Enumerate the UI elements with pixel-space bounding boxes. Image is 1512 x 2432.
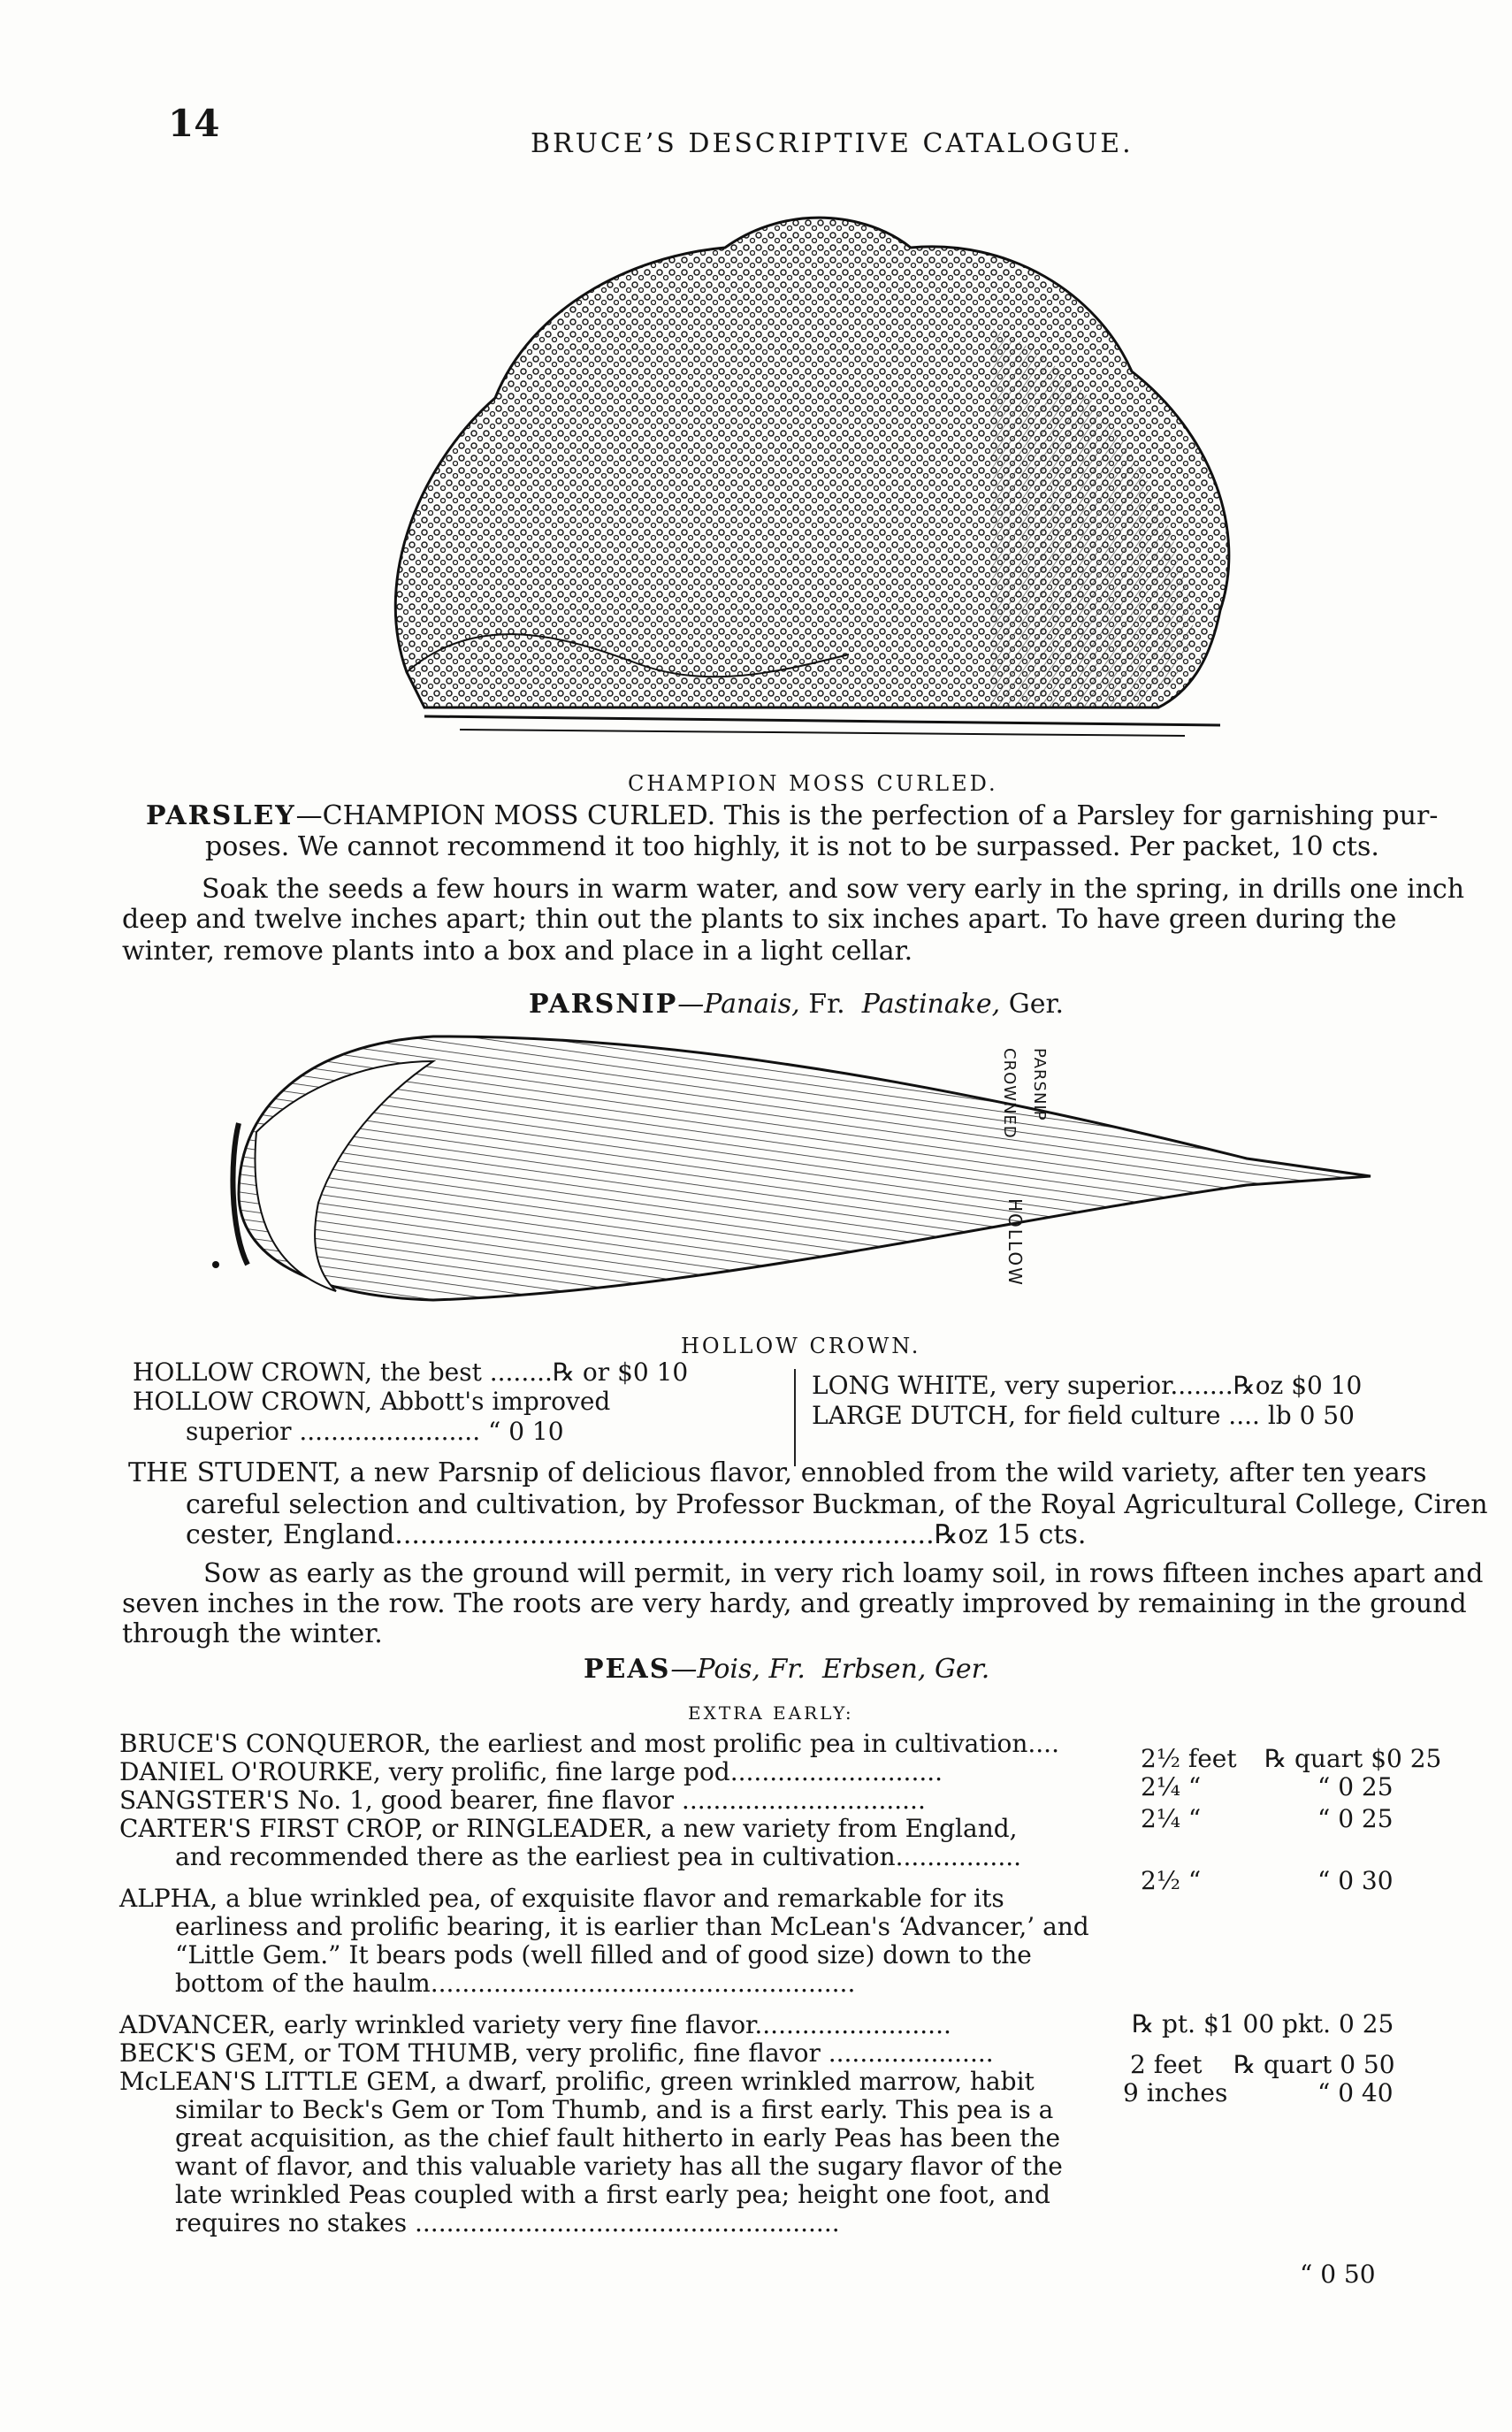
parsnip-right-item-2: LARGE DUTCH, for field culture .... lb 0 50 [812,1401,1355,1430]
peas-height: 2¼ “ [1141,1772,1202,1801]
parsnip-french: —Panais, [677,989,800,1020]
parsnip-label-hollow: HOLLOW [1004,1198,1026,1287]
peas-height: 2½ feet [1141,1744,1237,1773]
parsley-heading-line [146,800,1438,832]
peas-price: ℞ quart 0 50 [1233,2050,1395,2079]
peas-height: 2½ “ [1141,1866,1202,1895]
peas-line: ADVANCER, early wrinkled variety very fine flavor......................... [119,2010,951,2039]
peas-line: “Little Gem.” It bears pods (well filled and of good size) down to the [175,1940,1032,1969]
peas-line: McLEAN'S LITTLE GEM, a dwarf, prolific, green wrinkled marrow, habit [119,2067,1035,2096]
peas-price: ℞ quart $0 25 [1264,1744,1442,1773]
parsnip-left-item-2: HOLLOW CROWN, Abbott's improved [133,1387,611,1416]
peas-price: “ 0 25 [1317,1804,1394,1833]
parsley-para2-line-1: Soak the seeds a few hours in warm water, and sow very early in the spring, in drills one inch [202,874,1465,905]
parsley-para2-line-2: deep and twelve inches apart; thin out the plants to six inches apart. To have green during the [122,904,1397,935]
peas-height: 2¼ “ [1141,1804,1202,1833]
parsnip-left-item-3: superior ....................... “ 0 10 [186,1417,564,1446]
peas-height: 9 inches [1123,2078,1228,2107]
parsnip-german-label: Ger. [1008,989,1065,1020]
student-line-3: cester, England................................................................℞oz 15 cts. [186,1519,1087,1550]
parsnip-left-item-1: HOLLOW CROWN, the best ........℞ or $0 10 [133,1357,689,1387]
running-header: BRUCE’S DESCRIPTIVE CATALOGUE. [531,128,1134,159]
sow-line-2: seven inches in the row. The roots are very hardy, and greatly improved by remaining in the ground [122,1588,1467,1619]
peas-line: ALPHA, a blue wrinkled pea, of exquisite flavor and remarkable for its [119,1884,1004,1913]
peas-price: “ 0 25 [1317,1772,1394,1801]
parsley-heading: PARSLEY [146,800,296,831]
peas-line: requires no stakes ...................................................... [175,2208,840,2237]
peas-subheading: EXTRA EARLY: [688,1702,854,1724]
peas-line: great acquisition, as the chief fault hitherto in early Peas has been the [175,2123,1061,2153]
parsnip-caption: HOLLOW CROWN. [681,1334,921,1358]
peas-price: “ 0 50 [1300,2260,1376,2289]
parsley-caption: CHAMPION MOSS CURLED. [628,771,998,796]
parsley-line-2: poses. We cannot recommend it too highly, it is not to be surpassed. Per packet, 10 cts. [205,831,1379,862]
peas-line: late wrinkled Peas coupled with a first early pea; height one foot, and [175,2180,1050,2209]
peas-price: “ 0 30 [1317,1866,1394,1895]
peas-line: bottom of the haulm...................................................... [175,1969,856,1998]
peas-french: —Pois, Fr. [670,1654,806,1685]
peas-line: earliness and prolific bearing, it is earlier than McLean's ‘Advancer,’ and [175,1912,1089,1941]
column-divider [794,1369,796,1466]
student-line-1: THE STUDENT, a new Parsnip of delicious flavor, ennobled from the wild variety, after ten years [128,1457,1427,1488]
peas-heading: PEAS [584,1654,671,1685]
student-line-2: careful selection and cultivation, by Professor Buckman, of the Royal Agricultural College, Ciren [186,1489,1488,1520]
sow-line-1: Sow as early as the ground will permit, in very rich loamy soil, in rows fifteen inches apart and [203,1558,1484,1589]
parsnip-illustration [203,1026,1388,1327]
parsnip-german: Pastinake, [861,989,1001,1020]
parsley-illustration [371,195,1264,769]
peas-line: want of flavor, and this valuable variety has all the sugary flavor of the [175,2152,1063,2181]
sow-line-3: through the winter. [122,1618,383,1649]
parsnip-label-parsnip: PARSNIP [1030,1048,1049,1121]
peas-line: similar to Beck's Gem or Tom Thumb, and is a first early. This pea is a [175,2095,1054,2124]
parsnip-french-label: Fr. [808,989,845,1020]
parsnip-heading: PARSNIP [529,989,678,1020]
peas-line: DANIEL O'ROURKE, very prolific, fine large pod........................... [119,1757,943,1786]
peas-price: “ 0 40 [1317,2078,1394,2107]
peas-heading-line [584,1654,989,1686]
parsnip-heading-line [529,989,1064,1021]
peas-line: SANGSTER'S No. 1, good bearer, fine flavor ............................... [119,1786,926,1815]
peas-price: ℞ pt. $1 00 pkt. 0 25 [1132,2009,1394,2038]
parsnip-right-item-1: LONG WHITE, very superior........℞oz $0 10 [812,1371,1363,1400]
page-number: 14 [168,102,220,145]
peas-height: 2 feet [1130,2050,1203,2079]
peas-line: BRUCE'S CONQUEROR, the earliest and most prolific pea in cultivation.... [119,1729,1059,1758]
parsnip-label-crowned: CROWNED [1000,1048,1019,1139]
peas-german: Erbsen, Ger. [821,1654,990,1685]
parsley-line-1: —CHAMPION MOSS CURLED. This is the perfection of a Parsley for garnishing pur- [295,800,1439,831]
peas-line: BECK'S GEM, or TOM THUMB, very prolific, fine flavor ..................... [119,2038,994,2068]
peas-line: and recommended there as the earliest pea in cultivation................ [175,1842,1022,1871]
peas-line: CARTER'S FIRST CROP, or RINGLEADER, a new variety from England, [119,1814,1018,1843]
parsley-para2-line-3: winter, remove plants into a box and place in a light cellar. [122,936,913,967]
